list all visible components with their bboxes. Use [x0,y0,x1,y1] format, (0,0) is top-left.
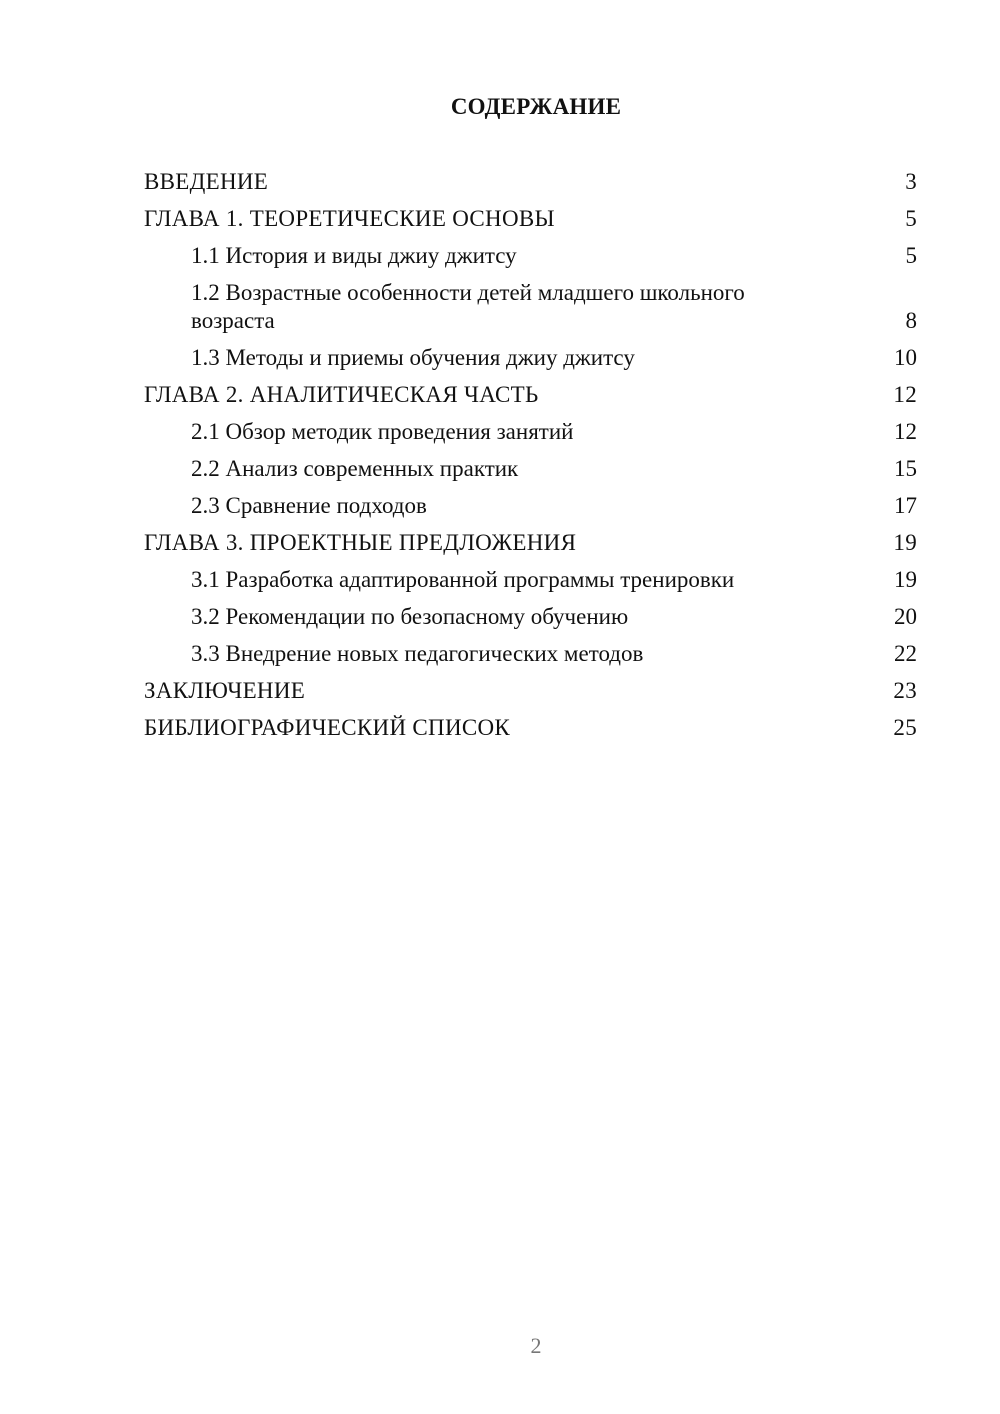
page-title: СОДЕРЖАНИЕ [450,94,622,119]
toc-entry-page: 8 [905,308,917,333]
toc-entry-page: 15 [894,456,917,481]
toc-entry-section-2-3[interactable] [144,492,919,529]
toc-entry-page: 5 [905,206,917,231]
toc-entry-page: 22 [894,641,917,666]
toc-entry-section-1-1[interactable] [144,242,919,279]
toc-entry-chapter-3[interactable] [144,529,919,566]
toc-entry-page: 12 [894,419,917,444]
toc-entry-title: ГЛАВА 1. ТЕОРЕТИЧЕСКИЕ ОСНОВЫ [144,206,555,231]
toc-entry-section-1-2[interactable] [144,279,919,344]
toc-entry-section-3-1[interactable] [144,566,919,603]
toc-entry-title: ВВЕДЕНИЕ [144,169,269,194]
toc-entry-chapter-1[interactable] [144,205,919,242]
toc-entry-introduction[interactable] [144,168,919,205]
toc-entry-chapter-2[interactable] [144,381,919,418]
toc-entry-section-3-2[interactable] [144,603,919,640]
toc-entry-page: 17 [894,493,917,518]
table-of-contents [144,168,919,751]
toc-entry-page: 25 [893,715,917,740]
toc-entry-page: 23 [893,678,917,703]
page-number: 2 [530,1333,542,1358]
toc-entry-page: 3 [905,169,917,194]
toc-entry-title: 1.3 Методы и приемы обучения джиу джитсу [191,345,635,370]
toc-entry-page: 5 [905,243,917,268]
toc-entry-page: 10 [894,345,917,370]
toc-entry-title: ГЛАВА 3. ПРОЕКТНЫЕ ПРЕДЛОЖЕНИЯ [144,530,577,555]
toc-entry-title: 2.2 Анализ современных практик [191,456,519,481]
toc-entry-title: 3.1 Разработка адаптированной программы тренировки [191,567,735,592]
toc-entry-title: ГЛАВА 2. АНАЛИТИЧЕСКАЯ ЧАСТЬ [144,382,539,407]
toc-entry-page: 12 [893,382,917,407]
toc-entry-section-2-2[interactable] [144,455,919,492]
toc-entry-title: 1.2 Возрастные особенности детей младшего школьного возраста [191,280,745,333]
toc-entry-title: 3.3 Внедрение новых педагогических методов [191,641,644,666]
toc-entry-section-1-3[interactable] [144,344,919,381]
toc-entry-section-2-1[interactable] [144,418,919,455]
toc-entry-page: 19 [894,567,917,592]
toc-entry-title: 2.1 Обзор методик проведения занятий [191,419,574,444]
toc-entry-bibliography[interactable] [144,714,919,751]
toc-entry-section-3-3[interactable] [144,640,919,677]
toc-entry-title: ЗАКЛЮЧЕНИЕ [144,678,306,703]
toc-entry-title: 3.2 Рекомендации по безопасному обучению [191,604,629,629]
toc-entry-title: БИБЛИОГРАФИЧЕСКИЙ СПИСОК [144,715,511,740]
toc-entry-page: 19 [893,530,917,555]
toc-entry-conclusion[interactable] [144,677,919,714]
toc-entry-title: 1.1 История и виды джиу джитсу [191,243,517,268]
toc-entry-page: 20 [894,604,917,629]
toc-entry-title: 2.3 Сравнение подходов [191,493,427,518]
